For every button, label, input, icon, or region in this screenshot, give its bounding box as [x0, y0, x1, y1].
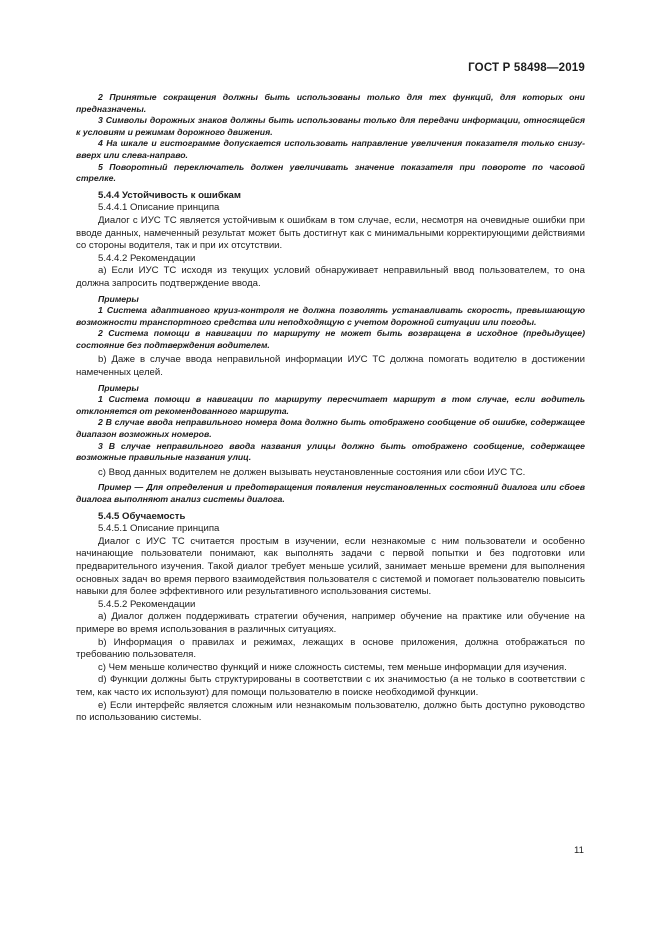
subsection-5-4-5-2: 5.4.5.2 Рекомендации: [98, 598, 196, 610]
note-2: 2 Принятые сокращения должны быть использованы только для тех функций, для которых они предназначены.: [76, 92, 585, 114]
subsection-5-4-4-1: 5.4.4.1 Описание принципа: [98, 202, 220, 214]
recommendation-item: d) Функции должны быть структурированы в соответствии с их значимостью (а не только в соответствии с тем, как часто их используют) для помощи пользователю в поиске необходимой функции.: [76, 674, 585, 698]
note-5: 5 Поворотный переключатель должен увеличивать значение показателя при повороте по часовой стрелке.: [76, 161, 585, 184]
recommendation-item: а) Диалог должен поддерживать стратегии обучения, например обучение на практике или обучение на примере во время использования в различных ситуациях.: [76, 611, 585, 635]
example-item: 1 Система помощи в навигации по маршруту пересчитает маршрут в том случае, если водитель отклоняется от рекомендованного маршрута.: [76, 394, 585, 416]
paragraph-5-4-4-1: Диалог с ИУС ТС является устойчивым к ошибкам в том случае, если, несмотря на очевидные ошибки при вводе данных, намеченный результат может быть достигнут как с минимальными корректирующими действиями со стороны водителя, так и при их отсутствии.: [76, 214, 585, 252]
section-heading-5-4-5: 5.4.5 Обучаемость: [98, 510, 186, 522]
recommendation-c: с) Ввод данных водителем не должен вызывать неустановленные состояния или сбои ИУС ТС.: [98, 466, 526, 478]
example-item: 3 В случае неправильного ввода названия улицы должно быть отображено сообщение, содержащее возможные правильные названия улиц.: [76, 440, 585, 463]
recommendation-item: b) Информация о правилах и режимах, лежащих в основе приложения, должна отображаться по требованию пользователя.: [76, 636, 585, 661]
examples-title: Примеры: [98, 293, 139, 304]
subsection-5-4-4-2: 5.4.4.2 Рекомендации: [98, 252, 196, 264]
recommendation-b: b) Даже в случае ввода неправильной информации ИУС ТС должна помогать водителю в достижении намеченных целей.: [76, 354, 585, 379]
note-3: 3 Символы дорожных знаков должны быть использованы только для передачи информации, относящейся к условиям и режимам дорожного движения.: [76, 115, 585, 137]
recommendation-a: а) Если ИУС ТС исходя из текущих условий обнаруживает неправильный ввод пользователем, то она должна запросить подтверждение ввода.: [76, 265, 585, 289]
page-content: [76, 92, 585, 725]
example-item: 1 Система адаптивного круиз-контроля не должна позволять устанавливать скорость, превышающую возможности транспортного средства или неподходящую с учетом дорожной ситуации или погоды.: [76, 305, 585, 327]
example-note: Пример — Для определения и предотвращения появления неустановленных состояний диалога или сбоев диалога выполняют анализ системы диалога.: [76, 482, 585, 504]
note-4: 4 На шкале и гистограмме допускается использовать направление увеличения показателя только снизу-вверх или слева-направо.: [76, 138, 585, 160]
paragraph-5-4-5-1: Диалог с ИУС ТС считается простым в изучении, если незнакомые с ним пользователи и особенно начинающие пользователи понимают, как выполнять задачи с первой попытки и без подготовки или предварительного изучения. Такой диалог требует меньше усилий, занимает меньше времени для выполнения основных задач во время первого взаимодействия пользователя с системой и помогает пользователю повысить навыки для более эффективного или результативного использования системы.: [76, 535, 585, 598]
subsection-5-4-5-1: 5.4.5.1 Описание принципа: [98, 523, 220, 535]
page-number: 11: [574, 845, 584, 856]
recommendation-item: е) Если интерфейс является сложным или незнакомым пользователю, должно быть доступно руководство по использованию системы.: [76, 699, 585, 724]
example-item: 2 В случае ввода неправильного номера дома должно быть отображено сообщение об ошибке, содержащее диапазон возможных номеров.: [76, 417, 585, 440]
examples-title: Примеры: [98, 382, 139, 393]
example-item: 2 Система помощи в навигации по маршруту не может быть возвращена в исходное (предыдущее) состояние без подтверждения водителем.: [76, 328, 585, 350]
recommendation-item: с) Чем меньше количество функций и ниже сложность системы, тем меньше информации для изучения.: [98, 661, 567, 673]
document-header: ГОСТ Р 58498—2019: [468, 62, 585, 74]
section-heading-5-4-4: 5.4.4 Устойчивость к ошибкам: [98, 189, 241, 201]
